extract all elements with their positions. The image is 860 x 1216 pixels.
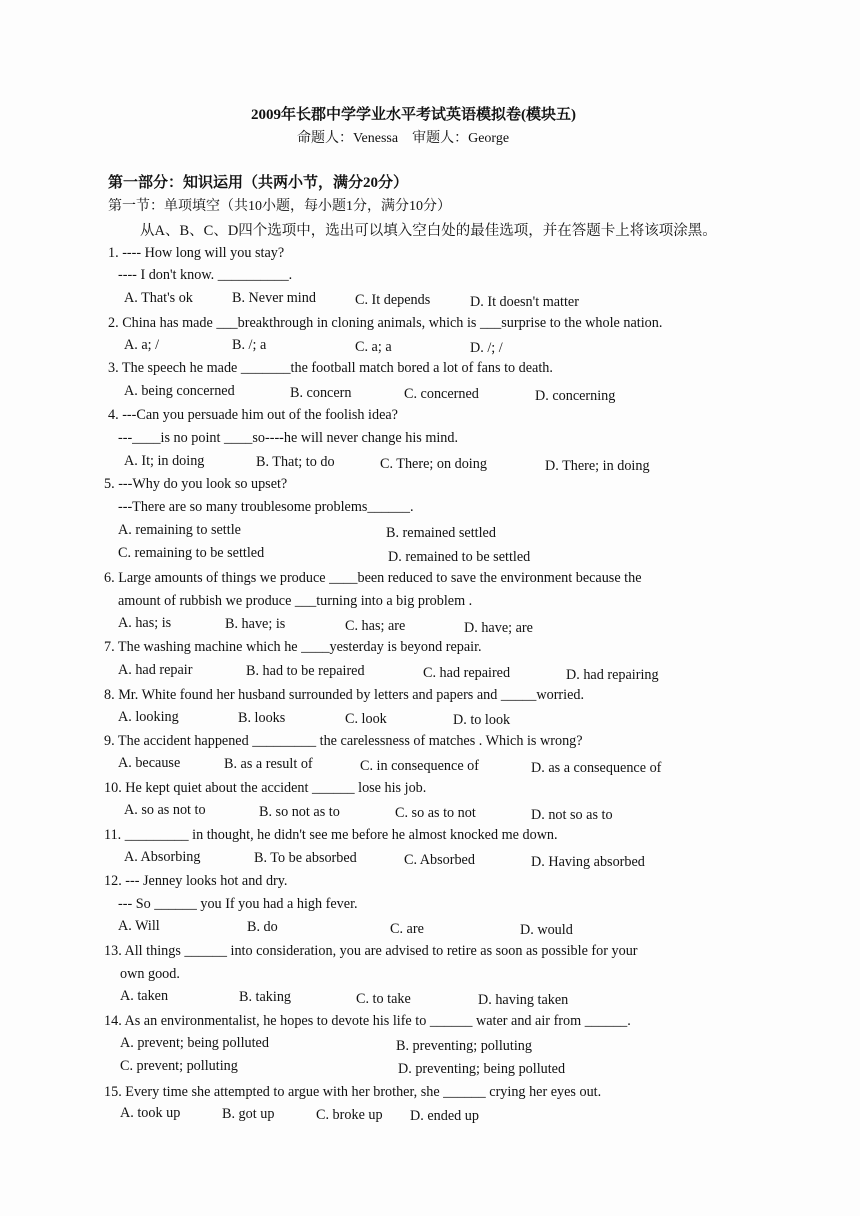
- option-d: D. have; are: [464, 620, 533, 636]
- option-c: C. in consequence of: [360, 758, 479, 774]
- option-b: B. have; is: [225, 616, 286, 632]
- option-a: A. looking: [118, 709, 179, 725]
- option-b: B. do: [247, 919, 278, 935]
- option-a: A. Absorbing: [124, 849, 201, 865]
- question-text: ---- I don't know. __________.: [118, 267, 293, 283]
- option-a: A. a; /: [124, 337, 160, 353]
- option-a: A. Will: [118, 918, 160, 934]
- option-a: A. so as not to: [124, 802, 206, 818]
- option-b: B. got up: [222, 1106, 275, 1122]
- instruction-text: 从A、B、C、D四个选项中，选出可以填入空白处的最佳选项，并在答题卡上将该项涂黑。: [140, 223, 717, 239]
- option-b: B. had to be repaired: [246, 663, 365, 679]
- question-text: 15. Every time she attempted to argue with her brother, she ______ crying her eyes out.: [104, 1084, 602, 1100]
- option-a: A. That's ok: [124, 290, 193, 306]
- question-text: 10. He kept quiet about the accident ______ lose his job.: [104, 780, 427, 796]
- question-text: 13. All things ______ into consideration, you are advised to retire as soon as possible for your: [104, 943, 638, 959]
- option-b: B. That; to do: [256, 454, 335, 470]
- option-c: C. look: [345, 711, 387, 727]
- option-d: D. having taken: [478, 992, 569, 1008]
- option-b: B. Never mind: [232, 290, 316, 306]
- option-c: C. so as to not: [395, 805, 476, 821]
- option-d: D. not so as to: [531, 807, 613, 823]
- option-d: D. to look: [453, 712, 511, 728]
- option-b: B. taking: [239, 989, 292, 1005]
- option-a: A. took up: [120, 1105, 181, 1121]
- question-text: 9. The accident happened _________ the carelessness of matches . Which is wrong?: [104, 733, 583, 749]
- option-c: C. a; a: [355, 339, 392, 355]
- question-text: own good.: [120, 966, 180, 982]
- question-text: ---There are so many troublesome problems______.: [118, 499, 414, 515]
- option-b: B. so not as to: [259, 804, 340, 820]
- option-d: D. preventing; being polluted: [398, 1061, 566, 1077]
- option-a: A. has; is: [118, 615, 172, 631]
- option-c: C. Absorbed: [404, 852, 475, 868]
- question-text: 4. ---Can you persuade him out of the foolish idea?: [108, 407, 398, 423]
- section1-heading: 第一节：单项填空（共10小题，每小题1分，满分10分）: [108, 199, 451, 214]
- question-text: 6. Large amounts of things we produce ____been reduced to save the environment because the: [104, 570, 642, 586]
- option-a: A. taken: [120, 988, 169, 1004]
- question-text: 2. China has made ___breakthrough in cloning animals, which is ___surprise to the whole nation.: [108, 315, 663, 331]
- option-c: C. remaining to be settled: [118, 545, 265, 561]
- question-text: 5. ---Why do you look so upset?: [104, 476, 288, 492]
- option-c: C. prevent; polluting: [120, 1058, 238, 1074]
- question-text: 11. _________ in thought, he didn't see me before he almost knocked me down.: [104, 827, 558, 843]
- option-b: B. /; a: [232, 337, 267, 353]
- exam-authors: 命题人：Venessa 审题人：George: [297, 131, 510, 146]
- option-b: B. concern: [290, 385, 352, 401]
- option-c: C. to take: [356, 991, 411, 1007]
- question-text: 1. ---- How long will you stay?: [108, 245, 285, 261]
- question-text: 8. Mr. White found her husband surrounded by letters and papers and _____worried.: [104, 687, 585, 703]
- option-c: C. There; on doing: [380, 456, 487, 472]
- exam-title: 2009年长郡中学学业水平考试英语模拟卷(模块五): [251, 107, 576, 123]
- question-text: 12. --- Jenney looks hot and dry.: [104, 873, 288, 889]
- option-c: C. broke up: [316, 1107, 383, 1123]
- option-b: B. preventing; polluting: [396, 1038, 532, 1054]
- question-text: 3. The speech he made _______the football match bored a lot of fans to death.: [108, 360, 553, 376]
- option-a: A. had repair: [118, 662, 193, 678]
- option-a: A. being concerned: [124, 383, 235, 399]
- option-b: B. To be absorbed: [254, 850, 357, 866]
- option-c: C. are: [390, 921, 424, 937]
- option-a: A. It; in doing: [124, 453, 205, 469]
- question-text: 7. The washing machine which he ____yesterday is beyond repair.: [104, 639, 482, 655]
- option-c: C. had repaired: [423, 665, 511, 681]
- option-c: C. has; are: [345, 618, 406, 634]
- option-d: D. /; /: [470, 340, 503, 356]
- option-d: D. as a consequence of: [531, 760, 662, 776]
- question-text: amount of rubbish we produce ___turning into a big problem .: [118, 593, 473, 609]
- option-b: B. looks: [238, 710, 286, 726]
- option-d: D. concerning: [535, 388, 616, 404]
- option-d: D. It doesn't matter: [470, 294, 579, 310]
- question-text: 14. As an environmentalist, he hopes to devote his life to ______ water and air from ______.: [104, 1013, 631, 1029]
- question-text: ---____is no point ____so----he will never change his mind.: [118, 430, 459, 446]
- option-c: C. concerned: [404, 386, 479, 402]
- option-d: D. had repairing: [566, 667, 659, 683]
- option-b: B. as a result of: [224, 756, 313, 772]
- option-d: D. There; in doing: [545, 458, 650, 474]
- option-d: D. ended up: [410, 1108, 479, 1124]
- option-a: A. remaining to settle: [118, 522, 241, 538]
- question-text: --- So ______ you If you had a high fever.: [118, 896, 358, 912]
- option-d: D. remained to be settled: [388, 549, 531, 565]
- option-c: C. It depends: [355, 292, 431, 308]
- part1-heading: 第一部分：知识运用（共两小节，满分20分）: [108, 175, 409, 191]
- option-a: A. prevent; being polluted: [120, 1035, 269, 1051]
- option-d: D. would: [520, 922, 573, 938]
- option-b: B. remained settled: [386, 525, 496, 541]
- option-d: D. Having absorbed: [531, 854, 645, 870]
- option-a: A. because: [118, 755, 181, 771]
